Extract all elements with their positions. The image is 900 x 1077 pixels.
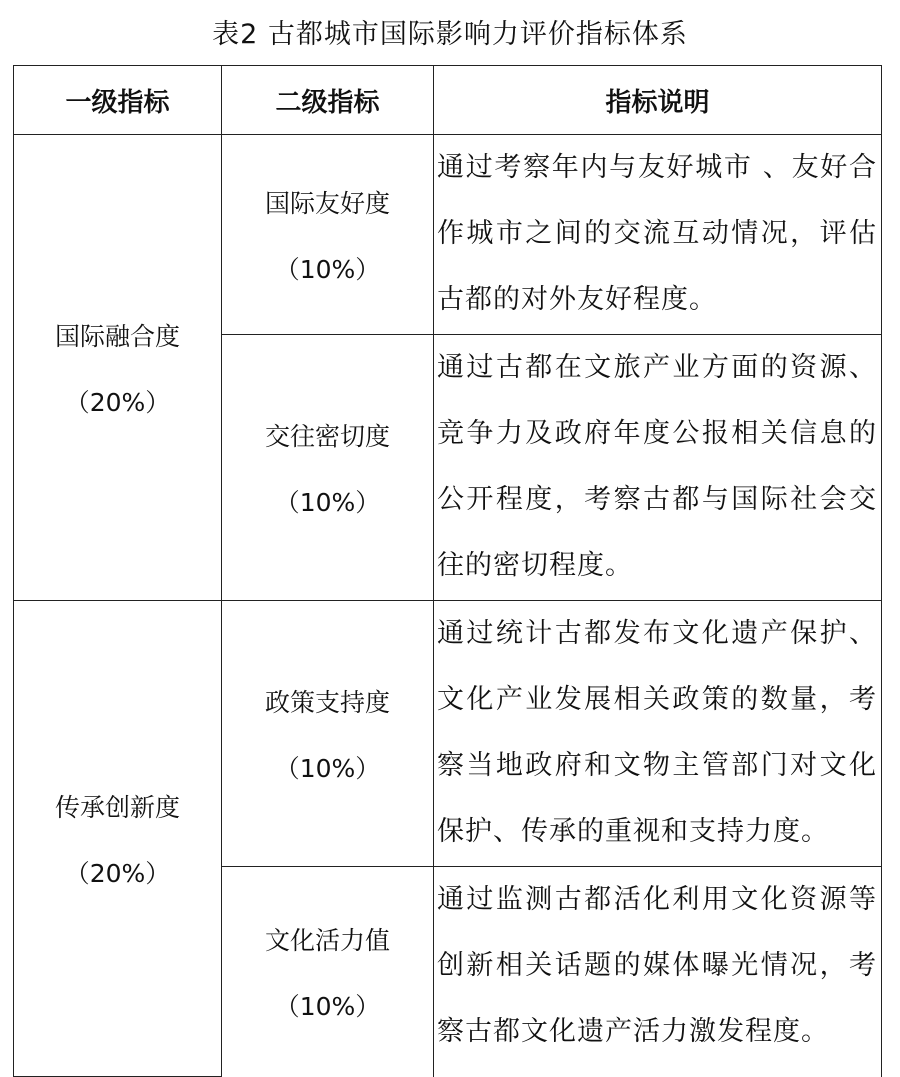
description-cell (434, 867, 882, 1077)
header-level2: 二级指标 (222, 66, 434, 135)
description-cell (434, 601, 882, 867)
level2-weight: （10%） (274, 487, 381, 517)
level1-name: 传承创新度 (54, 792, 180, 822)
description-text: 通过统计古都发布文化遗产保护、文化产业发展相关政策的数量，考察当地政府和文物主管部门对文化保护、传承的重视和支持力度。 (437, 618, 877, 847)
level2-name: 交往密切度 (264, 421, 390, 451)
level2-weight: （10%） (274, 753, 381, 783)
description-text: 通过监测古都活化利用文化资源等创新相关话题的媒体曝光情况，考察古都文化遗产活力激发程度。 (437, 884, 877, 1047)
description-cell (434, 335, 882, 601)
level1-cell (14, 601, 222, 1077)
level1-name: 国际融合度 (54, 321, 180, 351)
table-title: 表2 古都城市国际影响力评价指标体系 (212, 19, 688, 50)
level2-name: 政策支持度 (264, 687, 390, 717)
level2-cell (222, 135, 434, 335)
level2-weight: （10%） (274, 991, 381, 1021)
header-level1: 一级指标 (14, 66, 222, 135)
description-text: 通过古都在文旅产业方面的资源、竞争力及政府年度公报相关信息的公开程度，考察古都与国际社会交往的密切程度。 (437, 352, 877, 581)
description-cell (434, 135, 882, 335)
level1-cell (14, 135, 222, 601)
level2-cell (222, 601, 434, 867)
table-row (14, 135, 882, 335)
level2-name: 国际友好度 (264, 188, 390, 218)
table-row (14, 601, 882, 867)
level2-weight: （10%） (274, 254, 381, 284)
header-row (14, 66, 882, 135)
header-description: 指标说明 (434, 66, 882, 135)
level2-cell (222, 867, 434, 1077)
level2-name: 文化活力值 (264, 925, 390, 955)
level1-weight: （20%） (64, 858, 171, 888)
description-text: 通过考察年内与友好城市 、友好合作城市之间的交流互动情况，评估古都的对外友好程度。 (437, 152, 877, 315)
indicator-table (13, 65, 882, 1077)
level1-weight: （20%） (64, 387, 171, 417)
level2-cell (222, 335, 434, 601)
